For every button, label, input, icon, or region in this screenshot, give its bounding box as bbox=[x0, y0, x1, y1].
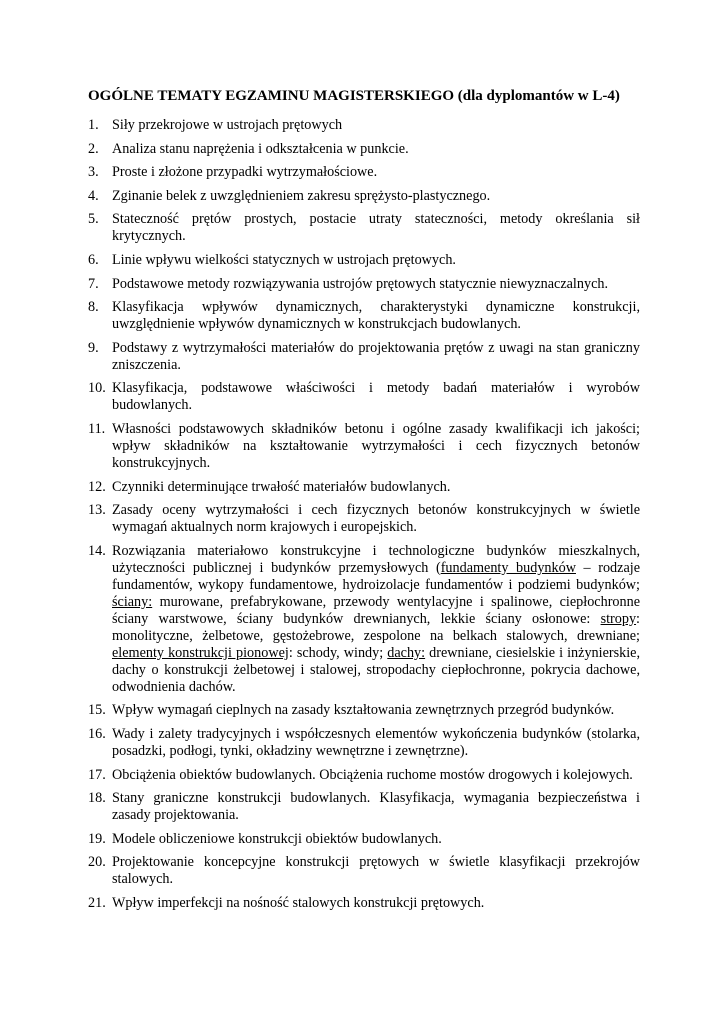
list-item bbox=[88, 543, 640, 696]
page-title: OGÓLNE TEMATY EGZAMINU MAGISTERSKIEGO (dla dyplomantów w L-4) bbox=[88, 88, 620, 104]
item-text: Zasady oceny wytrzymałości i cech fizycznych betonów konstrukcyjnych w świetle wymagań aktualnych norm krajowych i europejskich. bbox=[112, 502, 640, 536]
item-number: 4. bbox=[88, 187, 99, 204]
item-text: Siły przekrojowe w ustrojach prętowych bbox=[112, 117, 343, 133]
text-segment: : schody, windy; bbox=[288, 644, 388, 661]
item-text: Projektowanie koncepcyjne konstrukcji prętowych w świetle klasyfikacji przekrojów stalowych. bbox=[112, 854, 640, 888]
list-item bbox=[88, 767, 640, 784]
item-text: Linie wpływu wielkości statycznych w ustrojach prętowych. bbox=[112, 251, 456, 268]
text-segment: murowane, prefabrykowane, przewody wentylacyjne i spalinowe, ciepłochronne ściany warstwowe, ściany budynków drewnianych, lekkie ściany osłonowe: bbox=[112, 593, 640, 627]
underlined-term: dachy: bbox=[387, 644, 426, 661]
item-number: 19. bbox=[88, 830, 106, 847]
item-number: 9. bbox=[88, 339, 99, 356]
item-text: Analiza stanu naprężenia i odkształcenia w punkcie. bbox=[112, 140, 409, 157]
item-number: 8. bbox=[88, 299, 99, 316]
item-text: Stateczność prętów prostych, postacie utraty stateczności, metody określania sił krytycznych. bbox=[112, 211, 640, 245]
item-text: Stany graniczne konstrukcji budowlanych. Klasyfikacja, wymagania bezpieczeństwa i zasady projektowania. bbox=[112, 790, 640, 824]
item-text: Podstawowe metody rozwiązywania ustrojów prętowych statycznie niewyznaczalnych. bbox=[112, 275, 609, 292]
item-text: Wpływ imperfekcji na nośność stalowych konstrukcji prętowych. bbox=[112, 894, 485, 911]
item-number: 20. bbox=[88, 854, 106, 871]
underlined-term: stropy bbox=[600, 610, 637, 627]
list-item bbox=[88, 479, 640, 496]
list-item bbox=[88, 726, 640, 760]
underlined-term: elementy konstrukcji pionowej bbox=[112, 644, 289, 661]
topics-list bbox=[88, 117, 640, 918]
underlined-term: fundamenty budynków bbox=[440, 559, 576, 576]
item-text: Podstawy z wytrzymałości materiałów do projektowania prętów z uwagi na stan graniczny zniszczenia. bbox=[112, 339, 640, 373]
list-item bbox=[88, 211, 640, 245]
item-number: 18. bbox=[88, 790, 106, 807]
text-segment: drewniane, ciesielskie i inżynierskie, dachy o konstrukcji żelbetowej i stalowej, stropodachy ciepłochronne, pokrycia dachowe, odwodnienia dachów. bbox=[112, 644, 640, 695]
underlined-term: ściany: bbox=[112, 593, 153, 610]
list-item bbox=[88, 702, 640, 719]
list-item bbox=[88, 895, 640, 912]
list-item bbox=[88, 252, 640, 269]
item-text: Proste i złożone przypadki wytrzymałościowe. bbox=[112, 164, 378, 181]
list-item bbox=[88, 340, 640, 374]
item-text: Obciążenia obiektów budowlanych. Obciążenia ruchome mostów drogowych i kolejowych. bbox=[112, 766, 633, 783]
list-item bbox=[88, 421, 640, 472]
item-text: Własności podstawowych składników betonu i ogólne zasady kwalifikacji ich jakości; wpływ składników na kształtowanie wytrzymałości i cech fizycznych betonów konstrukcyjnych. bbox=[112, 420, 640, 471]
list-item bbox=[88, 790, 640, 824]
text-segment: – rodzaje fundamentów, wykopy fundamentowe, hydroizolacje fundamentów i podziemi budynków; bbox=[112, 559, 640, 593]
list-item bbox=[88, 164, 640, 181]
list-item bbox=[88, 188, 640, 205]
list-item bbox=[88, 502, 640, 536]
item-text: Klasyfikacja, podstawowe właściwości i metody badań materiałów i wyrobów budowlanych. bbox=[112, 380, 640, 414]
item-number: 3. bbox=[88, 164, 99, 181]
list-item bbox=[88, 276, 640, 293]
item-text: Modele obliczeniowe konstrukcji obiektów budowlanych. bbox=[112, 830, 442, 847]
list-item bbox=[88, 299, 640, 333]
item-text: Zginanie belek z uwzględnieniem zakresu sprężysto-plastycznego. bbox=[112, 187, 491, 204]
item-number: 15. bbox=[88, 702, 106, 719]
item-number: 13. bbox=[88, 502, 106, 519]
item-number: 6. bbox=[88, 251, 99, 268]
item-number: 7. bbox=[88, 275, 99, 292]
item-text: Klasyfikacja wpływów dynamicznych, charakterystyki dynamiczne konstrukcji, uwzględnienie wpływów dynamicznych w konstrukcjach budowlanych. bbox=[112, 299, 640, 333]
item-number: 17. bbox=[88, 766, 106, 783]
text-segment: : monolityczne, żelbetowe, gęstożebrowe, zespolone na belkach stalowych, drewniane; bbox=[112, 610, 640, 644]
list-item bbox=[88, 831, 640, 848]
item-number: 1. bbox=[88, 117, 99, 133]
item-number: 11. bbox=[88, 420, 106, 437]
item-number: 21. bbox=[88, 894, 106, 911]
list-item bbox=[88, 380, 640, 414]
text-segment: Rozwiązania materiałowo konstrukcyjne i technologiczne budynków mieszkalnych, użyteczności publicznej i budynków przemysłowych ( bbox=[112, 542, 640, 576]
item-text: Wady i zalety tradycyjnych i współczesnych elementów wykończenia budynków (stolarka, posadzki, podłogi, tynki, okładziny wewnętrzne i zewnętrzne). bbox=[112, 725, 640, 759]
item-number: 5. bbox=[88, 211, 99, 228]
item-number: 16. bbox=[88, 725, 106, 742]
list-item bbox=[88, 141, 640, 158]
item-number: 14. bbox=[88, 542, 106, 559]
item-number: 10. bbox=[88, 380, 106, 397]
item-number: 12. bbox=[88, 478, 106, 495]
item-text: Czynniki determinujące trwałość materiałów budowlanych. bbox=[112, 478, 451, 495]
item-text bbox=[112, 543, 640, 696]
list-item bbox=[88, 854, 640, 888]
item-text: Wpływ wymagań cieplnych na zasady kształtowania zewnętrznych przegród budynków. bbox=[112, 702, 615, 719]
list-item bbox=[88, 117, 640, 134]
item-number: 2. bbox=[88, 140, 99, 157]
